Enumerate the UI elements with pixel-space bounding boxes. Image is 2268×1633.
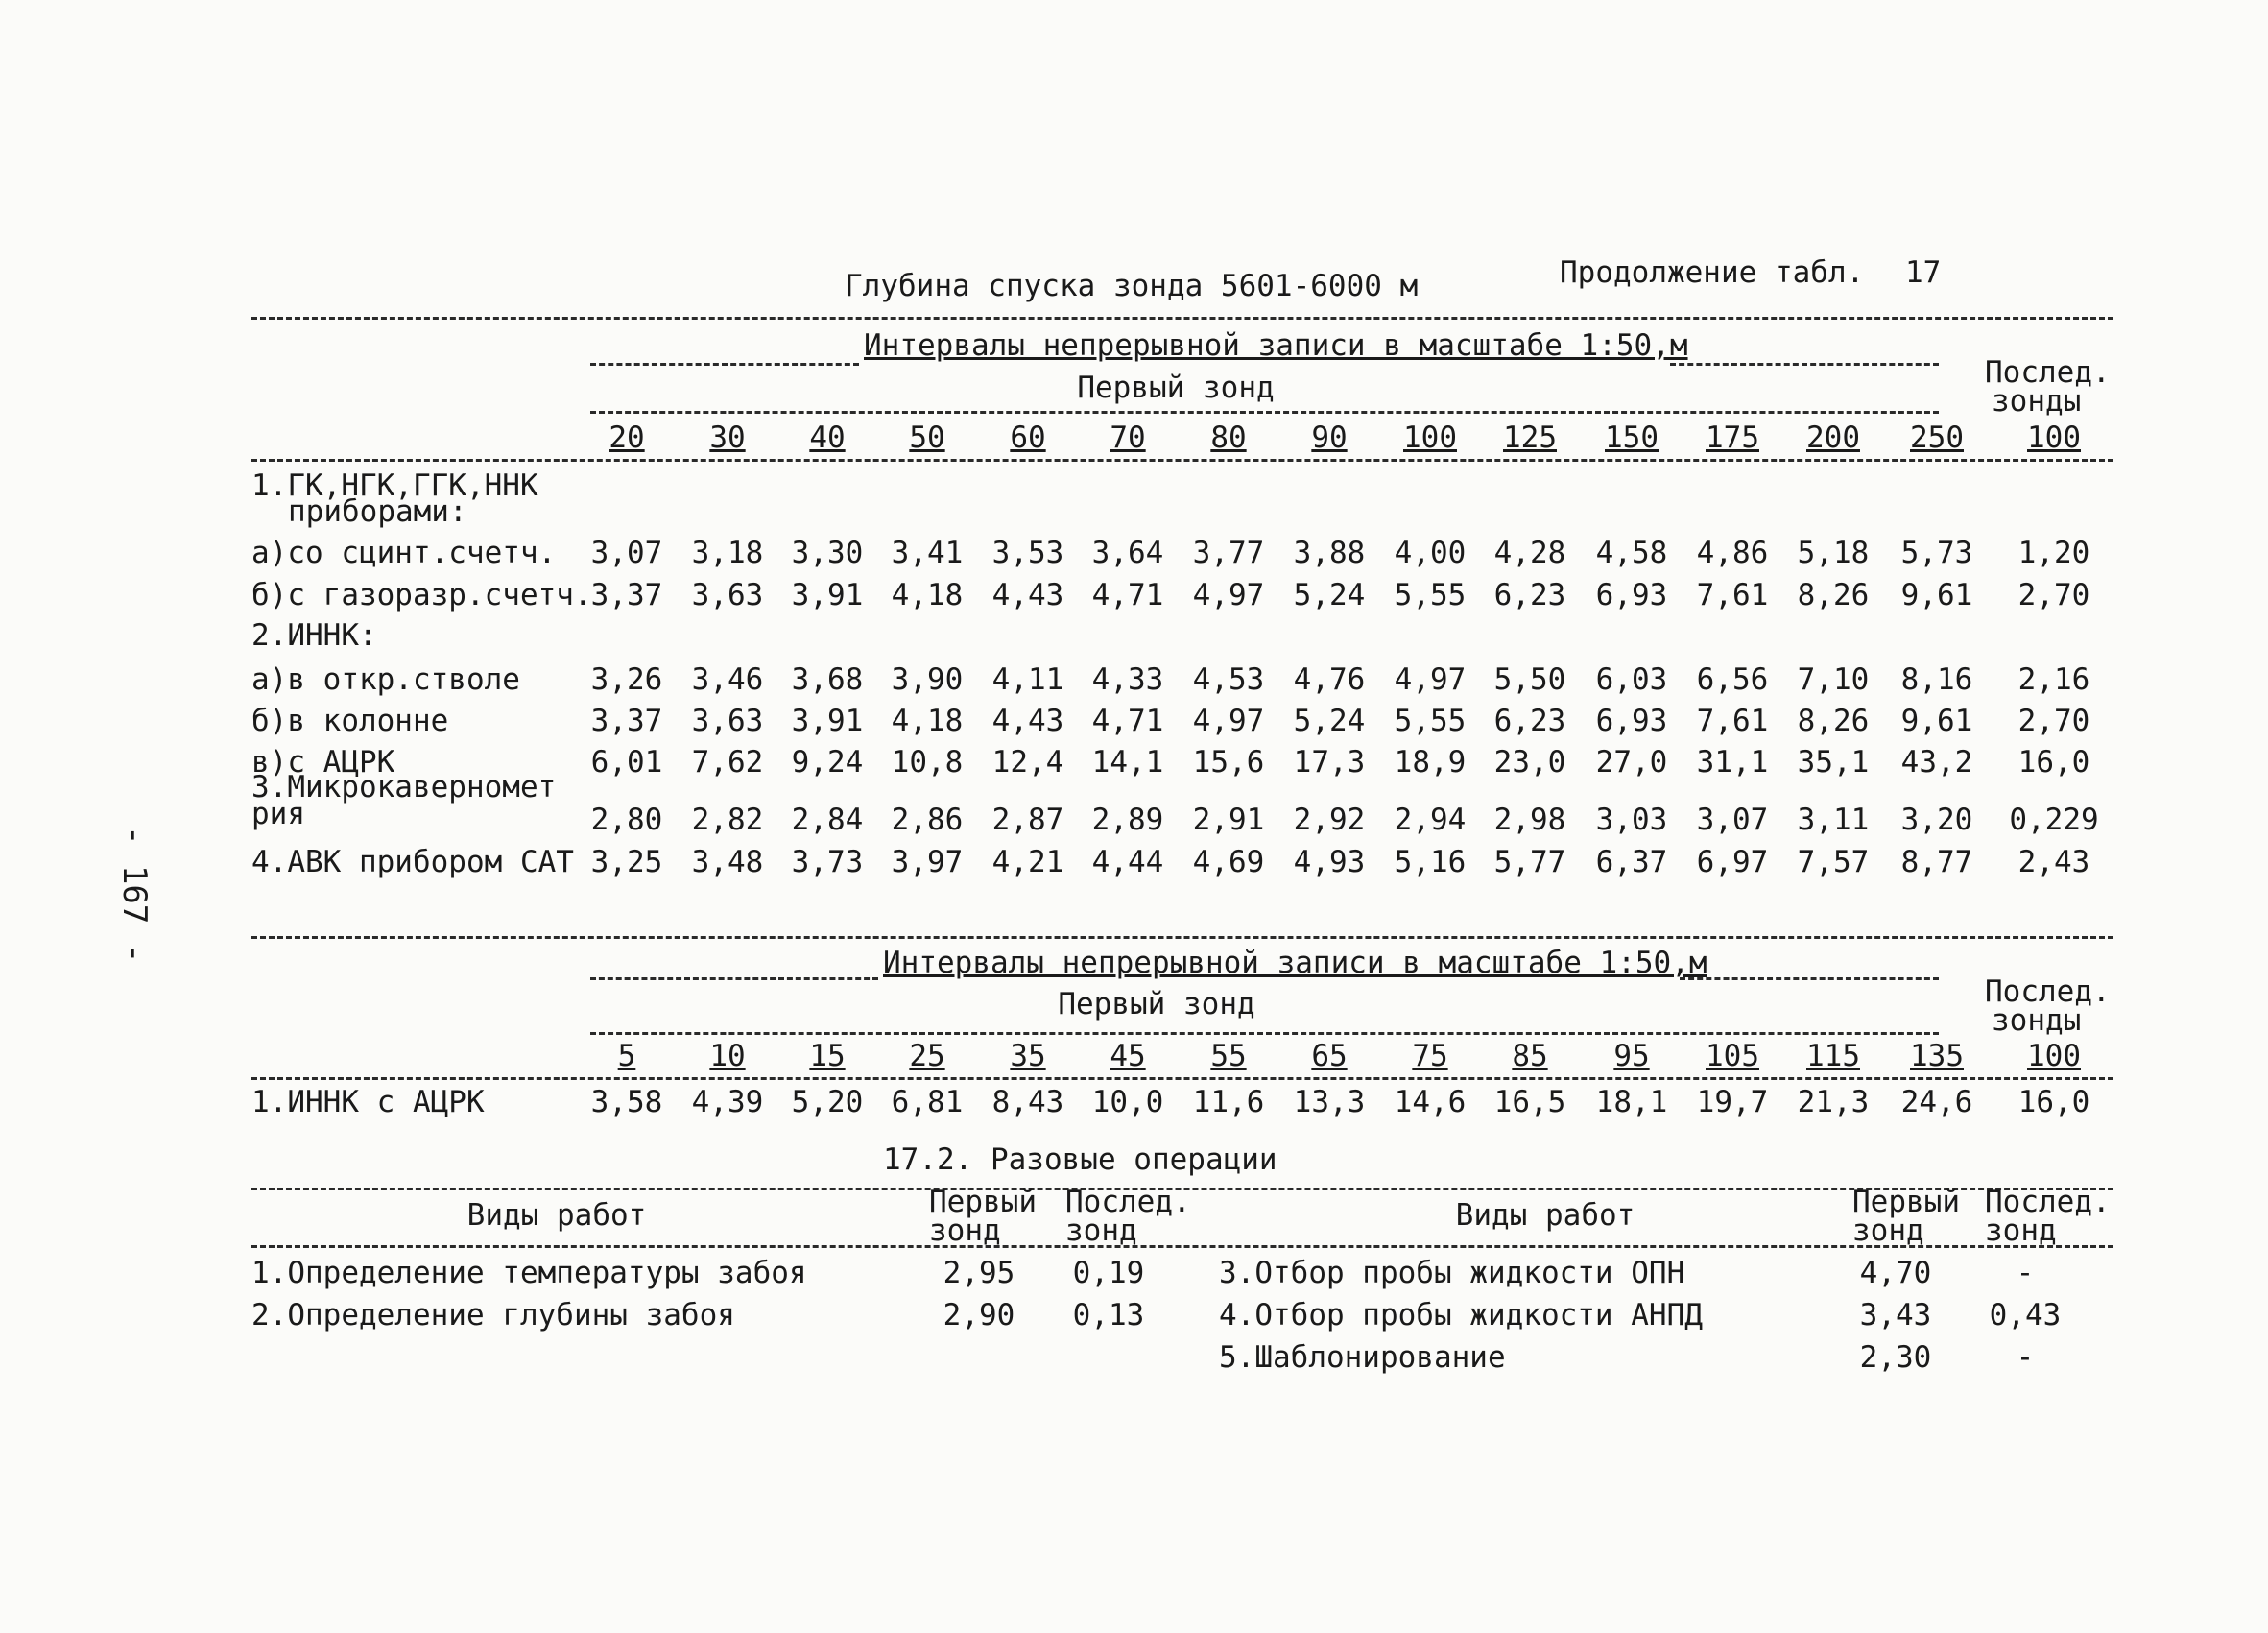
divider [590,411,1939,414]
table-cell: 0,229 [2009,803,2099,837]
row-label: 1.ГК,НГК,ГГК,ННК [251,468,538,503]
table-cell: 3,91 [791,704,864,738]
column-header: 25 [909,1039,945,1073]
operation-label: 4.Отбор пробы жидкости АНПД [1219,1298,1703,1333]
column-header: 55 [1210,1039,1247,1073]
table-cell: 4,71 [1091,704,1164,738]
table-cell: 9,61 [1900,578,1973,612]
table-cell: 3,03 [1595,803,1668,837]
table-cell: 5,77 [1493,845,1566,879]
table-cell: 3,18 [691,536,764,570]
column-header: 100 [1403,420,1457,455]
column-header: 105 [1706,1039,1759,1073]
table-cell: 3,37 [590,578,663,612]
table-cell: 3,53 [991,536,1064,570]
last-probe-header: Послед. [1985,1185,2111,1219]
table-cell: 14,6 [1394,1085,1467,1119]
column-header: 115 [1806,1039,1860,1073]
continuation-label: Продолжение табл. [1560,255,1865,290]
table-cell: 6,56 [1696,662,1769,697]
column-header: 85 [1512,1039,1548,1073]
table-cell: 21,3 [1797,1085,1870,1119]
column-header: 135 [1910,1039,1964,1073]
table-cell: 6,03 [1595,662,1668,697]
column-header: 125 [1503,420,1557,455]
last-probe-header: зонды [1992,1003,2082,1038]
interval-header: Интервалы непрерывной записи в масштабе 1:50,м [883,946,1707,980]
column-header: 80 [1210,420,1247,455]
table-cell: 8,26 [1797,704,1870,738]
operation-last: - [2016,1256,2035,1290]
column-header: 20 [609,420,645,455]
column-header: 70 [1110,420,1146,455]
column-header: 90 [1311,420,1348,455]
table-cell: 4,58 [1595,536,1668,570]
table-cell: 6,01 [590,745,663,780]
last-probe-header: Послед. [1985,355,2111,390]
table-cell: 3,11 [1797,803,1870,837]
table-cell: 6,93 [1595,578,1668,612]
table-cell: 4,97 [1394,662,1467,697]
table-cell: 4,11 [991,662,1064,697]
table-cell: 2,98 [1493,803,1566,837]
row-label: б)с газоразр.счетч. [251,578,592,612]
column-header: 100 [2027,420,2081,455]
operation-label: 1.Определение температуры забоя [251,1256,807,1290]
table-cell: 19,7 [1696,1085,1769,1119]
table-cell: 2,87 [991,803,1064,837]
table-cell: 2,80 [590,803,663,837]
table-cell: 4,00 [1394,536,1467,570]
table-cell: 4,71 [1091,578,1164,612]
table-cell: 3,48 [691,845,764,879]
table-cell: 3,68 [791,662,864,697]
table-cell: 43,2 [1900,745,1973,780]
table-cell: 3,91 [791,578,864,612]
table-cell: 6,93 [1595,704,1668,738]
divider [251,317,2113,320]
table-number: 17 [1905,255,1942,290]
table-cell: 4,93 [1293,845,1366,879]
table-cell: 12,4 [991,745,1064,780]
table-cell: 16,0 [2017,745,2090,780]
row-label: б)в колонне [251,704,449,738]
table-cell: 3,37 [590,704,663,738]
column-header: 40 [809,420,846,455]
table-cell: 3,88 [1293,536,1366,570]
table-cell: 4,53 [1192,662,1265,697]
table-cell: 3,07 [590,536,663,570]
table-cell: 4,86 [1696,536,1769,570]
table-cell: 15,6 [1192,745,1265,780]
table-cell: 9,24 [791,745,864,780]
column-header: 5 [617,1039,636,1073]
table-cell: 3,41 [891,536,964,570]
table-cell: 6,81 [891,1085,964,1119]
operation-last: 0,13 [1072,1298,1145,1333]
table-cell: 5,55 [1394,578,1467,612]
column-header: 35 [1010,1039,1046,1073]
operation-last: - [2016,1340,2035,1375]
table-cell: 16,5 [1493,1085,1566,1119]
column-header: 30 [709,420,746,455]
column-header: 75 [1412,1039,1448,1073]
column-header: 50 [909,420,945,455]
table-cell: 3,26 [590,662,663,697]
row-label: приборами: [288,494,467,529]
interval-header: Интервалы непрерывной записи в масштабе 1:50,м [864,328,1688,363]
table-cell: 10,8 [891,745,964,780]
table-cell: 3,63 [691,578,764,612]
table-cell: 5,73 [1900,536,1973,570]
column-header: 250 [1910,420,1964,455]
table-cell: 18,1 [1595,1085,1668,1119]
table-cell: 6,37 [1595,845,1668,879]
table-cell: 5,16 [1394,845,1467,879]
table-cell: 5,24 [1293,578,1366,612]
table-cell: 4,28 [1493,536,1566,570]
divider [1670,363,1939,366]
table-cell: 2,16 [2017,662,2090,697]
last-probe-header: зонд [1985,1213,2057,1248]
table-cell: 5,50 [1493,662,1566,697]
column-header: 175 [1706,420,1759,455]
table-cell: 4,18 [891,578,964,612]
column-header: 10 [709,1039,746,1073]
operation-last: 0,43 [1989,1298,2062,1333]
row-label: а)в откр.стволе [251,662,520,697]
page-number: - 167 - [115,826,154,964]
table-cell: 3,30 [791,536,864,570]
table-cell: 7,62 [691,745,764,780]
divider [251,459,2113,462]
table-cell: 9,61 [1900,704,1973,738]
table-cell: 27,0 [1595,745,1668,780]
divider [590,1032,1939,1035]
divider [251,1077,2113,1080]
operation-label: 5.Шаблонирование [1219,1340,1506,1375]
divider [590,363,859,366]
operation-last: 0,19 [1072,1256,1145,1290]
table-cell: 3,63 [691,704,764,738]
table-cell: 10,0 [1091,1085,1164,1119]
first-probe-header: Первый [929,1185,1037,1219]
operation-first: 2,95 [943,1256,1015,1290]
table-cell: 4,21 [991,845,1064,879]
table-cell: 4,97 [1192,578,1265,612]
table-cell: 4,33 [1091,662,1164,697]
row-label: 2.ИННК: [251,618,377,653]
table-cell: 2,70 [2017,578,2090,612]
table-cell: 3,46 [691,662,764,697]
table-cell: 7,61 [1696,578,1769,612]
table-cell: 6,97 [1696,845,1769,879]
table-cell: 8,43 [991,1085,1064,1119]
work-types-header: Виды работ [466,1198,647,1233]
table-cell: 35,1 [1797,745,1870,780]
last-probe-header: зонд [1065,1213,1137,1248]
table-cell: 14,1 [1091,745,1164,780]
table-cell: 13,3 [1293,1085,1366,1119]
table-cell: 7,61 [1696,704,1769,738]
table-cell: 5,55 [1394,704,1467,738]
table-cell: 3,90 [891,662,964,697]
table-cell: 3,58 [590,1085,663,1119]
table-cell: 3,20 [1900,803,1973,837]
table-cell: 31,1 [1696,745,1769,780]
table-cell: 8,26 [1797,578,1870,612]
table-cell: 2,89 [1091,803,1164,837]
table-cell: 2,92 [1293,803,1366,837]
first-probe-header: зонд [1852,1213,1924,1248]
first-probe-header: Первый [1852,1185,1960,1219]
column-header: 200 [1806,420,1860,455]
column-header: 60 [1010,420,1046,455]
table-cell: 23,0 [1493,745,1566,780]
row-label: 3.Микрокавернометрия [251,770,557,831]
table-cell: 3,77 [1192,536,1265,570]
table-cell: 4,69 [1192,845,1265,879]
table-cell: 3,97 [891,845,964,879]
column-header: 100 [2027,1039,2081,1073]
divider [251,936,2113,939]
table-cell: 2,91 [1192,803,1265,837]
table-cell: 8,16 [1900,662,1973,697]
table-cell: 2,86 [891,803,964,837]
table-cell: 3,25 [590,845,663,879]
table-cell: 16,0 [2017,1085,2090,1119]
table-cell: 4,43 [991,578,1064,612]
table-cell: 5,18 [1797,536,1870,570]
last-probe-header: зонды [1992,384,2082,419]
table-cell: 3,07 [1696,803,1769,837]
table-cell: 18,9 [1394,745,1467,780]
row-label: 1.ИННК с АЦРК [251,1085,485,1119]
table-cell: 2,70 [2017,704,2090,738]
work-types-header: Виды работ [1455,1198,1635,1233]
operation-first: 2,30 [1859,1340,1932,1375]
table-cell: 2,82 [691,803,764,837]
table-cell: 17,3 [1293,745,1366,780]
table-cell: 2,94 [1394,803,1467,837]
row-label: 4.АВК прибором САТ [251,845,574,879]
last-probe-header: Послед. [1985,974,2111,1009]
table-cell: 11,6 [1192,1085,1265,1119]
table-cell: 2,84 [791,803,864,837]
table-cell: 6,23 [1493,704,1566,738]
first-probe-header: Первый зонд [1058,987,1255,1021]
divider [251,1245,2113,1248]
operation-label: 2.Определение глубины забоя [251,1298,735,1333]
operation-first: 3,43 [1859,1298,1932,1333]
last-probe-header: Послед. [1065,1185,1191,1219]
table-cell: 4,76 [1293,662,1366,697]
table-cell: 2,43 [2017,845,2090,879]
table-cell: 4,97 [1192,704,1265,738]
divider [1680,977,1939,980]
table-cell: 4,44 [1091,845,1164,879]
first-probe-header: зонд [929,1213,1001,1248]
table-cell: 1,20 [2017,536,2090,570]
column-header: 150 [1605,420,1659,455]
table-cell: 3,73 [791,845,864,879]
table-cell: 4,39 [691,1085,764,1119]
table-cell: 7,10 [1797,662,1870,697]
table-cell: 3,64 [1091,536,1164,570]
column-header: 65 [1311,1039,1348,1073]
column-header: 45 [1110,1039,1146,1073]
table-cell: 24,6 [1900,1085,1973,1119]
table-cell: 4,18 [891,704,964,738]
divider [590,977,878,980]
section-title: 17.2. Разовые операции [883,1142,1277,1177]
table-cell: 5,24 [1293,704,1366,738]
column-header: 95 [1613,1039,1650,1073]
table-cell: 4,43 [991,704,1064,738]
page-title: Глубина спуска зонда 5601-6000 м [845,269,1419,303]
table-cell: 5,20 [791,1085,864,1119]
operation-label: 3.Отбор пробы жидкости ОПН [1219,1256,1685,1290]
operation-first: 4,70 [1859,1256,1932,1290]
first-probe-header: Первый зонд [1077,371,1275,405]
row-label: а)со сцинт.счетч. [251,536,557,570]
table-cell: 8,77 [1900,845,1973,879]
table-cell: 6,23 [1493,578,1566,612]
row-label: в)с АЦРК [251,745,395,780]
column-header: 15 [809,1039,846,1073]
table-cell: 7,57 [1797,845,1870,879]
operation-first: 2,90 [943,1298,1015,1333]
